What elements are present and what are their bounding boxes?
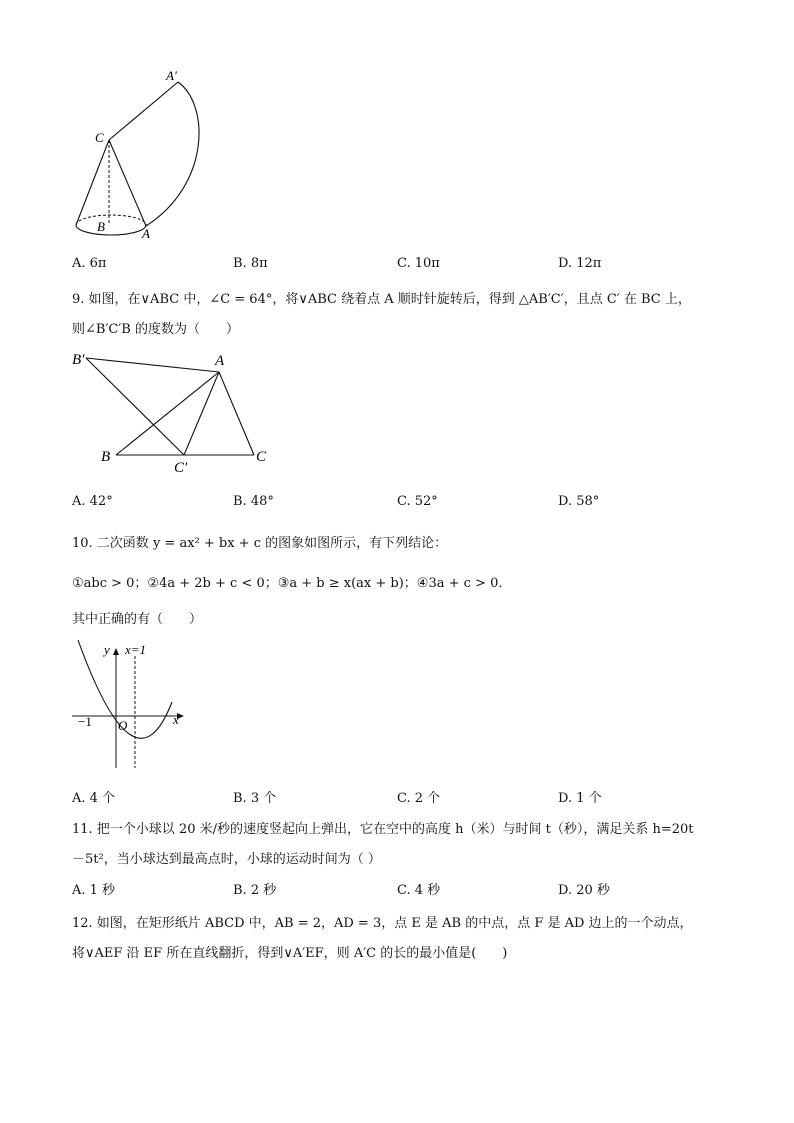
label-neg1: −1 xyxy=(78,714,92,729)
q9-option-c[interactable]: C. 52° xyxy=(397,494,438,509)
label-C: C xyxy=(95,130,104,145)
q12-text-line2: 将∨AEF 沿 EF 所在直线翻折，得到∨A′EF，则 A′C 的长的最小值是( ) xyxy=(72,946,508,961)
label-x-eq-1: x=1 xyxy=(125,642,147,657)
q9-option-b[interactable]: B. 48° xyxy=(233,494,274,509)
q8-option-a[interactable]: A. 6π xyxy=(72,256,107,271)
label-A: A xyxy=(142,226,150,241)
q8-cone-figure xyxy=(60,60,220,250)
q10-parabola-figure xyxy=(66,638,196,774)
label-C-prime: C′ xyxy=(174,460,188,476)
q10-text-line3: 其中正确的有（ ） xyxy=(72,612,203,627)
q11-option-d[interactable]: D. 20 秒 xyxy=(558,883,610,898)
label-B-prime: B′ xyxy=(72,352,85,368)
q11-option-a[interactable]: A. 1 秒 xyxy=(72,883,116,898)
q9-option-a[interactable]: A. 42° xyxy=(72,494,113,509)
q8-option-c[interactable]: C. 10π xyxy=(397,256,440,271)
q10-option-b[interactable]: B. 3 个 xyxy=(233,791,277,806)
axis-label-x: x xyxy=(173,712,179,727)
axis-label-y: y xyxy=(104,642,110,657)
q9-text-line1: 9. 如图，在∨ABC 中，∠C = 64°，将∨ABC 绕着点 A 顺时针旋转后，得到 △AB′C′，且点 C′ 在 BC 上， xyxy=(72,292,691,307)
q10-text-line2: ①abc > 0；②4a + 2b + c < 0；③a + b ≥ x(ax + b)；④3a + c > 0． xyxy=(72,576,512,591)
q11-option-c[interactable]: C. 4 秒 xyxy=(397,883,441,898)
label-origin: O xyxy=(118,718,128,733)
label-B: B xyxy=(101,449,111,465)
label-B: B xyxy=(97,219,105,234)
q11-text-line2: －5t²，当小球达到最高点时，小球的运动时间为（ ） xyxy=(72,852,381,867)
q8-option-b[interactable]: B. 8π xyxy=(233,256,268,271)
label-C: C xyxy=(256,449,267,465)
q10-option-a[interactable]: A. 4 个 xyxy=(72,791,116,806)
q10-text-line1: 10. 二次函数 y = ax² + bx + c 的图象如图所示，有下列结论： xyxy=(72,536,448,551)
q11-option-b[interactable]: B. 2 秒 xyxy=(233,883,277,898)
q9-option-d[interactable]: D. 58° xyxy=(558,494,600,509)
q10-option-c[interactable]: C. 2 个 xyxy=(397,791,441,806)
label-A-prime: A′ xyxy=(166,68,177,83)
q9-text-line2: 则∠B′C′B 的度数为（ ） xyxy=(72,322,239,337)
q9-rotation-figure xyxy=(66,340,286,480)
q12-text-line1: 12. 如图，在矩形纸片 ABCD 中，AB = 2，AD = 3，点 E 是 AB 的中点，点 F 是 AD 边上的一个动点， xyxy=(72,916,693,931)
q10-option-d[interactable]: D. 1 个 xyxy=(558,791,602,806)
label-A: A xyxy=(215,353,225,369)
q11-text-line1: 11. 把一个小球以 20 米/秒的速度竖起向上弹出，它在空中的高度 h（米）与时间 t（秒），满足关系 h=20t xyxy=(72,822,694,837)
q8-option-d[interactable]: D. 12π xyxy=(558,256,602,271)
